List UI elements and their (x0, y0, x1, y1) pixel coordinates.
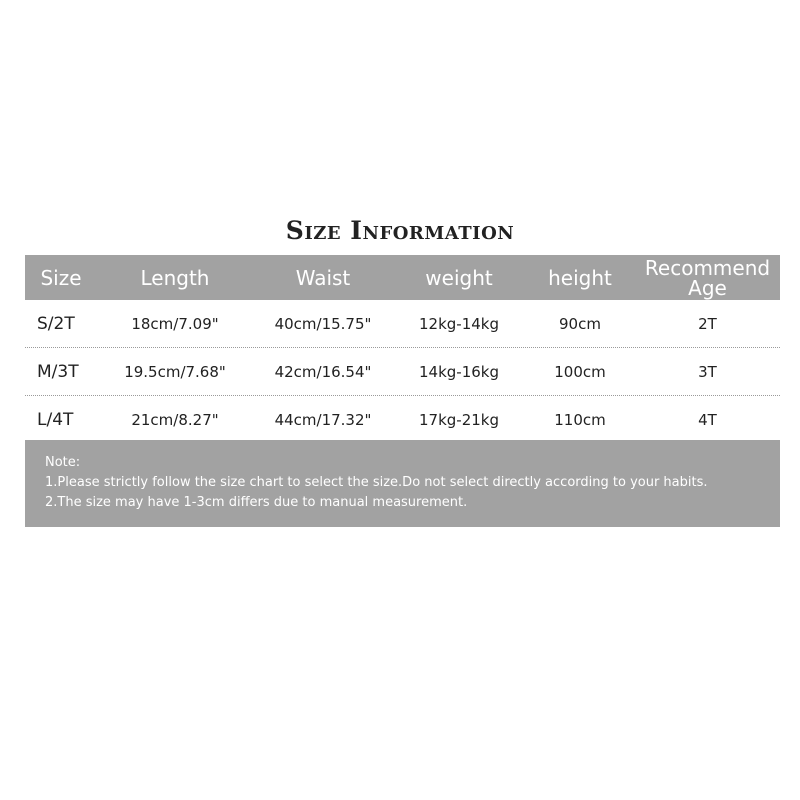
note-line-1: 1.Please strictly follow the size chart to select the size.Do not select directly according to your habits. (45, 475, 708, 490)
cell-height: 110cm (554, 410, 606, 429)
cell-weight: 14kg-16kg (418, 362, 499, 381)
cell-height: 100cm (554, 362, 606, 381)
cell-weight: 17kg-21kg (418, 410, 499, 429)
header-recommend-age (635, 255, 780, 300)
header-recommend-age-line1: Recommend (644, 255, 771, 280)
cell-age: 3T (698, 362, 717, 381)
cell-size: S/2T (37, 313, 75, 334)
note-line-2: 2.The size may have 1-3cm differs due to manual measurement. (45, 495, 468, 510)
header-length: Length (140, 265, 210, 290)
cell-waist: 44cm/17.32" (274, 410, 372, 429)
cell-age: 2T (698, 314, 717, 333)
header-waist: Waist (295, 265, 351, 290)
cell-length: 18cm/7.09" (131, 314, 219, 333)
page-title: Size Information (285, 216, 515, 245)
cell-length: 19.5cm/7.68" (124, 362, 226, 381)
table-header-row (25, 255, 780, 300)
note-label: Note: (45, 455, 81, 470)
cell-size: M/3T (37, 361, 79, 382)
table-row (25, 300, 780, 348)
cell-waist: 40cm/15.75" (274, 314, 372, 333)
table-row (25, 348, 780, 396)
cell-size: L/4T (37, 409, 74, 430)
header-recommend-age-line2: Age (688, 275, 727, 300)
header-weight: weight (425, 265, 493, 290)
cell-length: 21cm/8.27" (131, 410, 219, 429)
cell-age: 4T (698, 410, 717, 429)
cell-weight: 12kg-14kg (418, 314, 499, 333)
header-size: Size (40, 265, 82, 290)
cell-height: 90cm (559, 314, 601, 333)
table-row (25, 396, 780, 443)
cell-waist: 42cm/16.54" (274, 362, 372, 381)
size-table (25, 255, 780, 443)
header-height: height (548, 265, 612, 290)
note-box (25, 440, 780, 527)
